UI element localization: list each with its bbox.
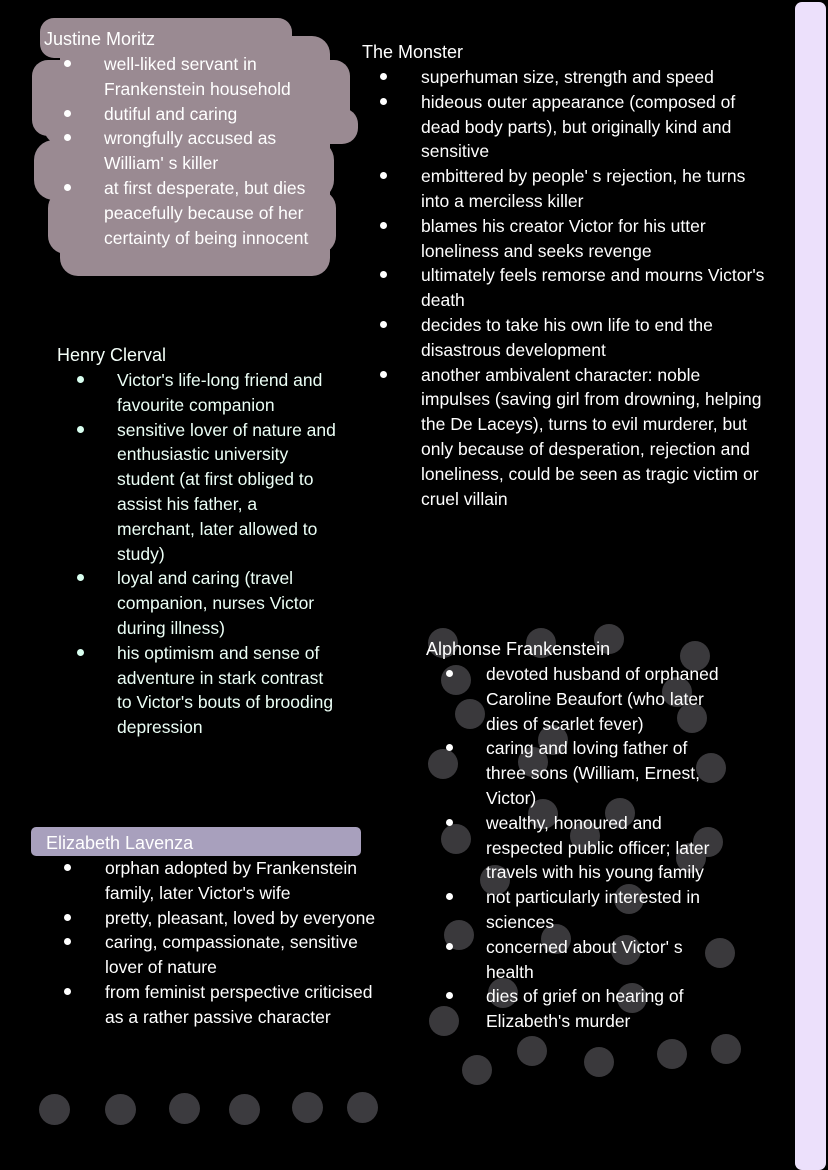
list-item: caring and loving father of three sons (William, Ernest, Victor): [486, 736, 731, 810]
list-item: orphan adopted by Frankenstein family, later Victor's wife: [105, 856, 380, 906]
list-item: loyal and caring (travel companion, nurses Victor during illness): [117, 566, 339, 640]
alphonse-title: Alphonse Frankenstein: [426, 639, 611, 659]
list-item: decides to take his own life to end the disastrous development: [421, 313, 766, 363]
list-item: pretty, pleasant, loved by everyone: [105, 906, 380, 931]
justine-list: [104, 52, 339, 250]
list-item: concerned about Victor' s health: [486, 935, 731, 985]
list-item: hideous outer appearance (composed of dead body parts), but originally kind and sensitive: [421, 90, 766, 164]
list-item: caring, compassionate, sensitive lover of nature: [105, 930, 380, 980]
justine-section: [44, 27, 344, 250]
elizabeth-section: [46, 831, 386, 1030]
henry-title: Henry Clerval: [57, 345, 167, 365]
monster-section: [362, 40, 782, 511]
list-item: blames his creator Victor for his utter loneliness and seeks revenge: [421, 214, 766, 264]
list-item: not particularly interested in sciences: [486, 885, 731, 935]
elizabeth-title: Elizabeth Lavenza: [46, 833, 194, 853]
list-item: at first desperate, but dies peacefully because of her certainty of being innocent: [104, 176, 339, 250]
list-item: ultimately feels remorse and mourns Victor's death: [421, 263, 766, 313]
justine-title: Justine Moritz: [44, 29, 156, 49]
list-item: his optimism and sense of adventure in stark contrast to Victor's bouts of brooding depression: [117, 641, 339, 740]
list-item: embittered by people' s rejection, he turns into a merciless killer: [421, 164, 766, 214]
list-item: well-liked servant in Frankenstein household: [104, 52, 339, 102]
list-item: another ambivalent character: noble impulses (saving girl from drowning, helping the De Laceys), turns to evil murderer, but only because of desperation, rejection and loneliness, could be seen as tragic victim or cruel villain: [421, 363, 766, 512]
henry-section: [57, 343, 347, 740]
list-item: dutiful and caring: [104, 102, 339, 127]
monster-list: [421, 65, 766, 511]
alphonse-list: [486, 662, 731, 1034]
list-item: wealthy, honoured and respected public officer; later travels with his young family: [486, 811, 731, 885]
list-item: Victor's life-long friend and favourite companion: [117, 368, 339, 418]
henry-list: [117, 368, 339, 740]
list-item: superhuman size, strength and speed: [421, 65, 766, 90]
scrollbar[interactable]: [795, 2, 826, 1170]
list-item: wrongfully accused as William' s killer: [104, 126, 339, 176]
monster-title: The Monster: [362, 42, 464, 62]
list-item: dies of grief on hearing of Elizabeth's murder: [486, 984, 731, 1034]
list-item: from feminist perspective criticised as a rather passive character: [105, 980, 380, 1030]
elizabeth-list: [105, 856, 380, 1030]
list-item: sensitive lover of nature and enthusiastic university student (at first obliged to assist his father, a merchant, later allowed to study): [117, 418, 339, 567]
alphonse-section: [426, 637, 746, 1034]
list-item: devoted husband of orphaned Caroline Beaufort (who later dies of scarlet fever): [486, 662, 731, 736]
